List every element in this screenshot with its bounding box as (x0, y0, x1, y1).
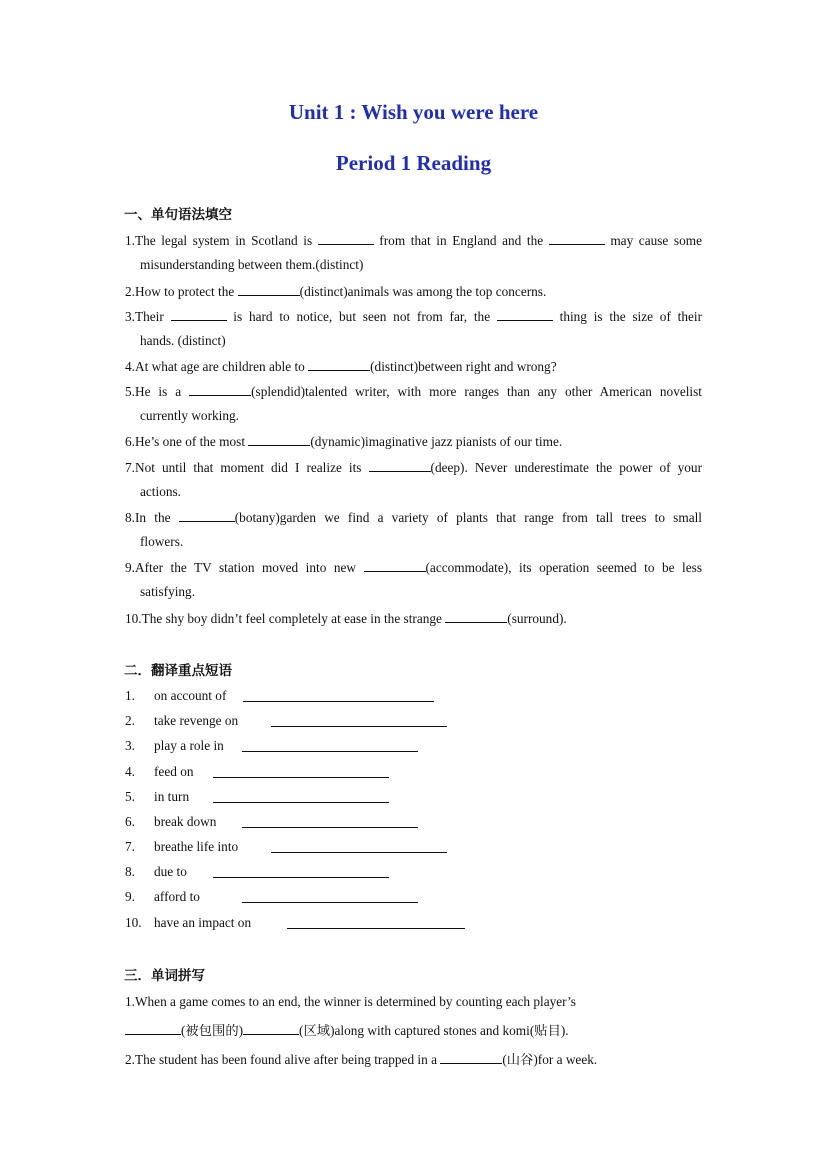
answer-line[interactable] (213, 777, 389, 778)
answer-blank[interactable] (248, 433, 310, 446)
phrase-number: 8. (125, 864, 135, 879)
question-9-cont: satisfying. (140, 584, 196, 599)
phrase-text: have an impact on (154, 915, 252, 930)
phrase-number: 5. (125, 789, 135, 804)
question-5-cont: currently working. (140, 408, 239, 423)
question-9: 9.After the TV station moved into new (accommodate), its operation seemed to be less (125, 560, 702, 575)
answer-blank[interactable] (369, 459, 431, 472)
phrase-text: break down (154, 814, 217, 829)
question-5: 5.He is a (splendid)talented writer, with more ranges than any other American novelist (125, 384, 702, 399)
phrase-number: 3. (125, 738, 135, 753)
question-8-cont: flowers. (140, 534, 184, 549)
answer-line[interactable] (242, 751, 418, 752)
phrase-text: take revenge on (154, 713, 239, 728)
phrase-text: afford to (154, 889, 200, 904)
phrase-number: 4. (125, 764, 135, 779)
section3-heading: 三．单词拼写 (124, 968, 205, 984)
section2-heading: 二．翻译重点短语 (124, 663, 232, 679)
phrase-number: 1. (125, 688, 135, 703)
answer-blank[interactable] (125, 1022, 181, 1035)
phrase-text: due to (154, 864, 187, 879)
spelling-1-cont: (被包围的) (区域)along with captured stones and komi(贴目). (125, 1022, 702, 1039)
spelling-1: 1.When a game comes to an end, the winner is determined by counting each player’s (125, 994, 576, 1009)
phrase-text: breathe life into (154, 839, 239, 854)
question-10: 10.The shy boy didn’t feel completely at ease in the strange (surround). (125, 611, 567, 626)
answer-blank[interactable] (238, 283, 300, 296)
answer-blank[interactable] (318, 232, 374, 245)
question-8: 8.In the (botany)garden we find a variety of plants that range from tall trees to small (125, 510, 702, 525)
question-1: 1.The legal system in Scotland is from that in England and the may cause some (125, 233, 702, 248)
answer-blank[interactable] (308, 358, 370, 371)
answer-line[interactable] (242, 827, 418, 828)
answer-blank[interactable] (179, 509, 235, 522)
answer-line[interactable] (242, 902, 418, 903)
answer-line[interactable] (271, 726, 447, 727)
answer-line[interactable] (213, 877, 389, 878)
answer-blank[interactable] (171, 308, 227, 321)
phrase-text: play a role in (154, 738, 224, 753)
phrase-text: feed on (154, 764, 194, 779)
phrase-number: 9. (125, 889, 135, 904)
phrase-text: in turn (154, 789, 190, 804)
phrase-number: 10. (125, 915, 142, 930)
answer-blank[interactable] (364, 559, 426, 572)
answer-line[interactable] (271, 852, 447, 853)
answer-blank[interactable] (243, 1022, 299, 1035)
page-title: Unit 1 : Wish you were here (288, 100, 539, 124)
answer-blank[interactable] (440, 1051, 502, 1064)
answer-blank[interactable] (189, 383, 251, 396)
question-1-cont: misunderstanding between them.(distinct) (140, 257, 364, 272)
answer-line[interactable] (243, 701, 434, 702)
question-3: 3.Their is hard to notice, but seen not from far, the thing is the size of their (125, 309, 703, 324)
answer-line[interactable] (213, 802, 389, 803)
question-7-cont: actions. (140, 484, 181, 499)
phrase-number: 7. (125, 839, 135, 854)
page-subtitle: Period 1 Reading (335, 151, 492, 175)
question-2: 2.How to protect the (distinct)animals was among the top concerns. (125, 284, 547, 299)
section1-heading: 一、单句语法填空 (124, 207, 232, 223)
question-6: 6.He’s one of the most (dynamic)imaginative jazz pianists of our time. (125, 434, 563, 449)
phrase-number: 2. (125, 713, 135, 728)
answer-line[interactable] (287, 928, 465, 929)
question-3-cont: hands. (distinct) (140, 333, 226, 348)
answer-blank[interactable] (549, 232, 605, 245)
phrase-text: on account of (154, 688, 227, 703)
phrase-number: 6. (125, 814, 135, 829)
question-4: 4.At what age are children able to (distinct)between right and wrong? (125, 359, 557, 374)
answer-blank[interactable] (445, 610, 507, 623)
spelling-2: 2.The student has been found alive after being trapped in a (山谷)for a week. (125, 1052, 598, 1067)
answer-blank[interactable] (497, 308, 553, 321)
question-7: 7.Not until that moment did I realize its (deep). Never underestimate the power of your (125, 460, 702, 475)
